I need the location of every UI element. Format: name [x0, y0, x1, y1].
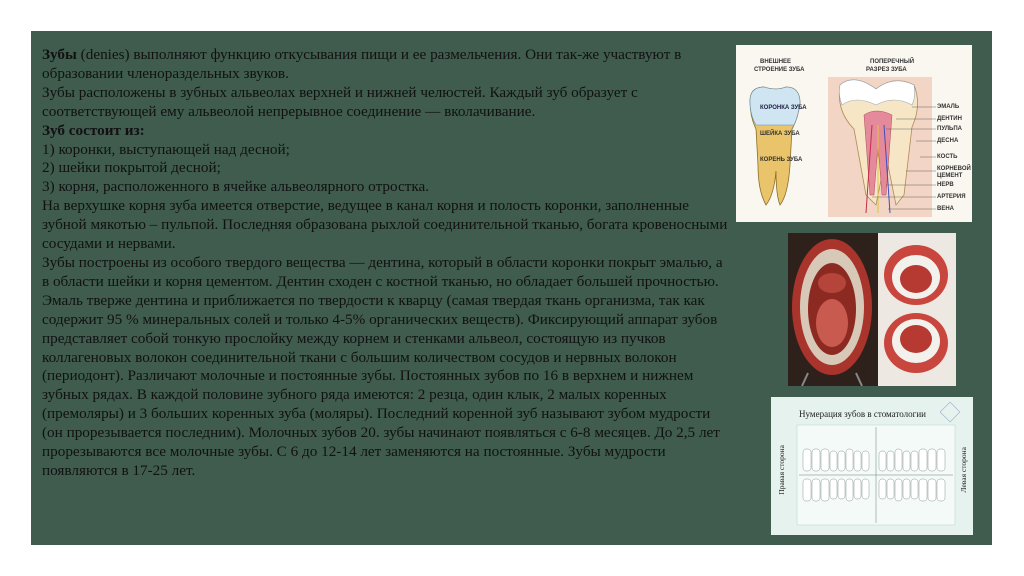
- heading-external-1: ВНЕШНЕЕ: [760, 59, 792, 65]
- list-item-root: 3) корня, расположенного в ячейке альвеолярного отростка.: [42, 178, 430, 196]
- left-side-label: Левая сторона: [959, 447, 968, 493]
- heading-external-2: СТРОЕНИЕ ЗУБА: [754, 67, 805, 73]
- list-item-crown: 1) коронки, выступающей над десной;: [42, 140, 290, 158]
- numbering-title: Нумерация зубов в стоматологии: [799, 409, 926, 419]
- paragraph-location: Зубы расположены в зубных альвеолах верхней и нижней челюстей. Каждый зуб образует с соответствующей ему альвеолой непрерывное соединение — вколачивание.: [42, 83, 638, 120]
- tooth-numbering-figure: [771, 397, 973, 535]
- jaw-models-illustration: [788, 233, 956, 386]
- main-text: [42, 46, 732, 481]
- intro-text: (denies) выполняют функцию откусывания пищи и ее размельчения. Они так-же участвуют в образовании членораздельных звуков.: [42, 46, 682, 82]
- heading-section-1: ПОПЕРЕЧНЫЙ: [870, 59, 915, 65]
- label-dentin: ДЕНТИН: [937, 116, 962, 122]
- list-item-neck: 2) шейки покрытой десной;: [42, 159, 221, 177]
- label-bone: КОСТЬ: [937, 154, 958, 160]
- paragraph-intro: [42, 46, 732, 84]
- jaw-models-photo: [788, 233, 956, 386]
- slide: [31, 31, 992, 545]
- label-pulp: ПУЛЬПА: [937, 126, 962, 132]
- label-root: КОРЕНЬ ЗУБА: [760, 157, 803, 163]
- structure-heading: Зуб состоит из:: [42, 121, 145, 139]
- term-teeth: Зубы: [42, 46, 77, 63]
- label-vein: ВЕНА: [937, 206, 955, 212]
- label-nerve: НЕРВ: [937, 182, 954, 188]
- label-crown: КОРОНКА ЗУБА: [760, 105, 807, 111]
- heading-section-2: РАЗРЕЗ ЗУБА: [866, 67, 907, 73]
- paragraph-pulp: На верхушке корня зуба имеется отверстие, ведущее в канал корня и полость коронки, заполненные зубной мякотью – пульпой. Последняя образована рыхлой соединительной тканью, богата кровеносными сосудами и нервами.: [42, 197, 728, 253]
- label-gum: ДЕСНА: [937, 138, 959, 144]
- right-side-label: Правая сторона: [777, 445, 786, 495]
- label-artery: АРТЕРИЯ: [937, 194, 966, 200]
- paragraph-dentin: Зубы построены из особого твердого вещества — дентина, который в области коронки покрыт эмалью, а в области шейки и корня цементом. Дентин сходен с костной тканью, но обладает большей прочностью. Эмаль тверже дентина и приближается по твердости к кварцу (самая твердая ткань организма, так как содержит 95 % минеральных солей и только 4-5% органических веществ). Фиксирующий аппарат зубов представляет собой тонкую прослойку между корнем и стенками альвеол, состоящую из пучков коллагеновых волокон соединительной ткани с большим количеством сосудов и нервных волокон (периодонт). Различают молочные и постоянные зубы. Постоянных зубов по 16 в верхнем и нижнем зубных рядах. В каждой половине зубного ряда имеются: 2 резца, один клык, 2 малых коренных (премоляры) и 3 больших коренных зуба (моляры). Последний коренной зуб называют зубом мудрости (он прорезывается последним). Молочных зубов 20. зубы начинают появляться с 6-8 месяцев. До 2,5 лет прорезываются все молочные зубы. С 6 до 12-14 лет заменяются на постоянные. Зубы мудрости появляются в 17-25 лет.: [42, 253, 723, 479]
- paragraph-structure-heading: [42, 122, 732, 141]
- label-neck: ШЕЙКА ЗУБА: [760, 131, 800, 137]
- tooth-anatomy-figure: [736, 45, 972, 222]
- label-cement-1: КОРНЕВОЙ: [937, 166, 971, 172]
- label-cement-2: ЦЕМЕНТ: [937, 173, 963, 179]
- label-enamel: ЭМАЛЬ: [937, 104, 960, 110]
